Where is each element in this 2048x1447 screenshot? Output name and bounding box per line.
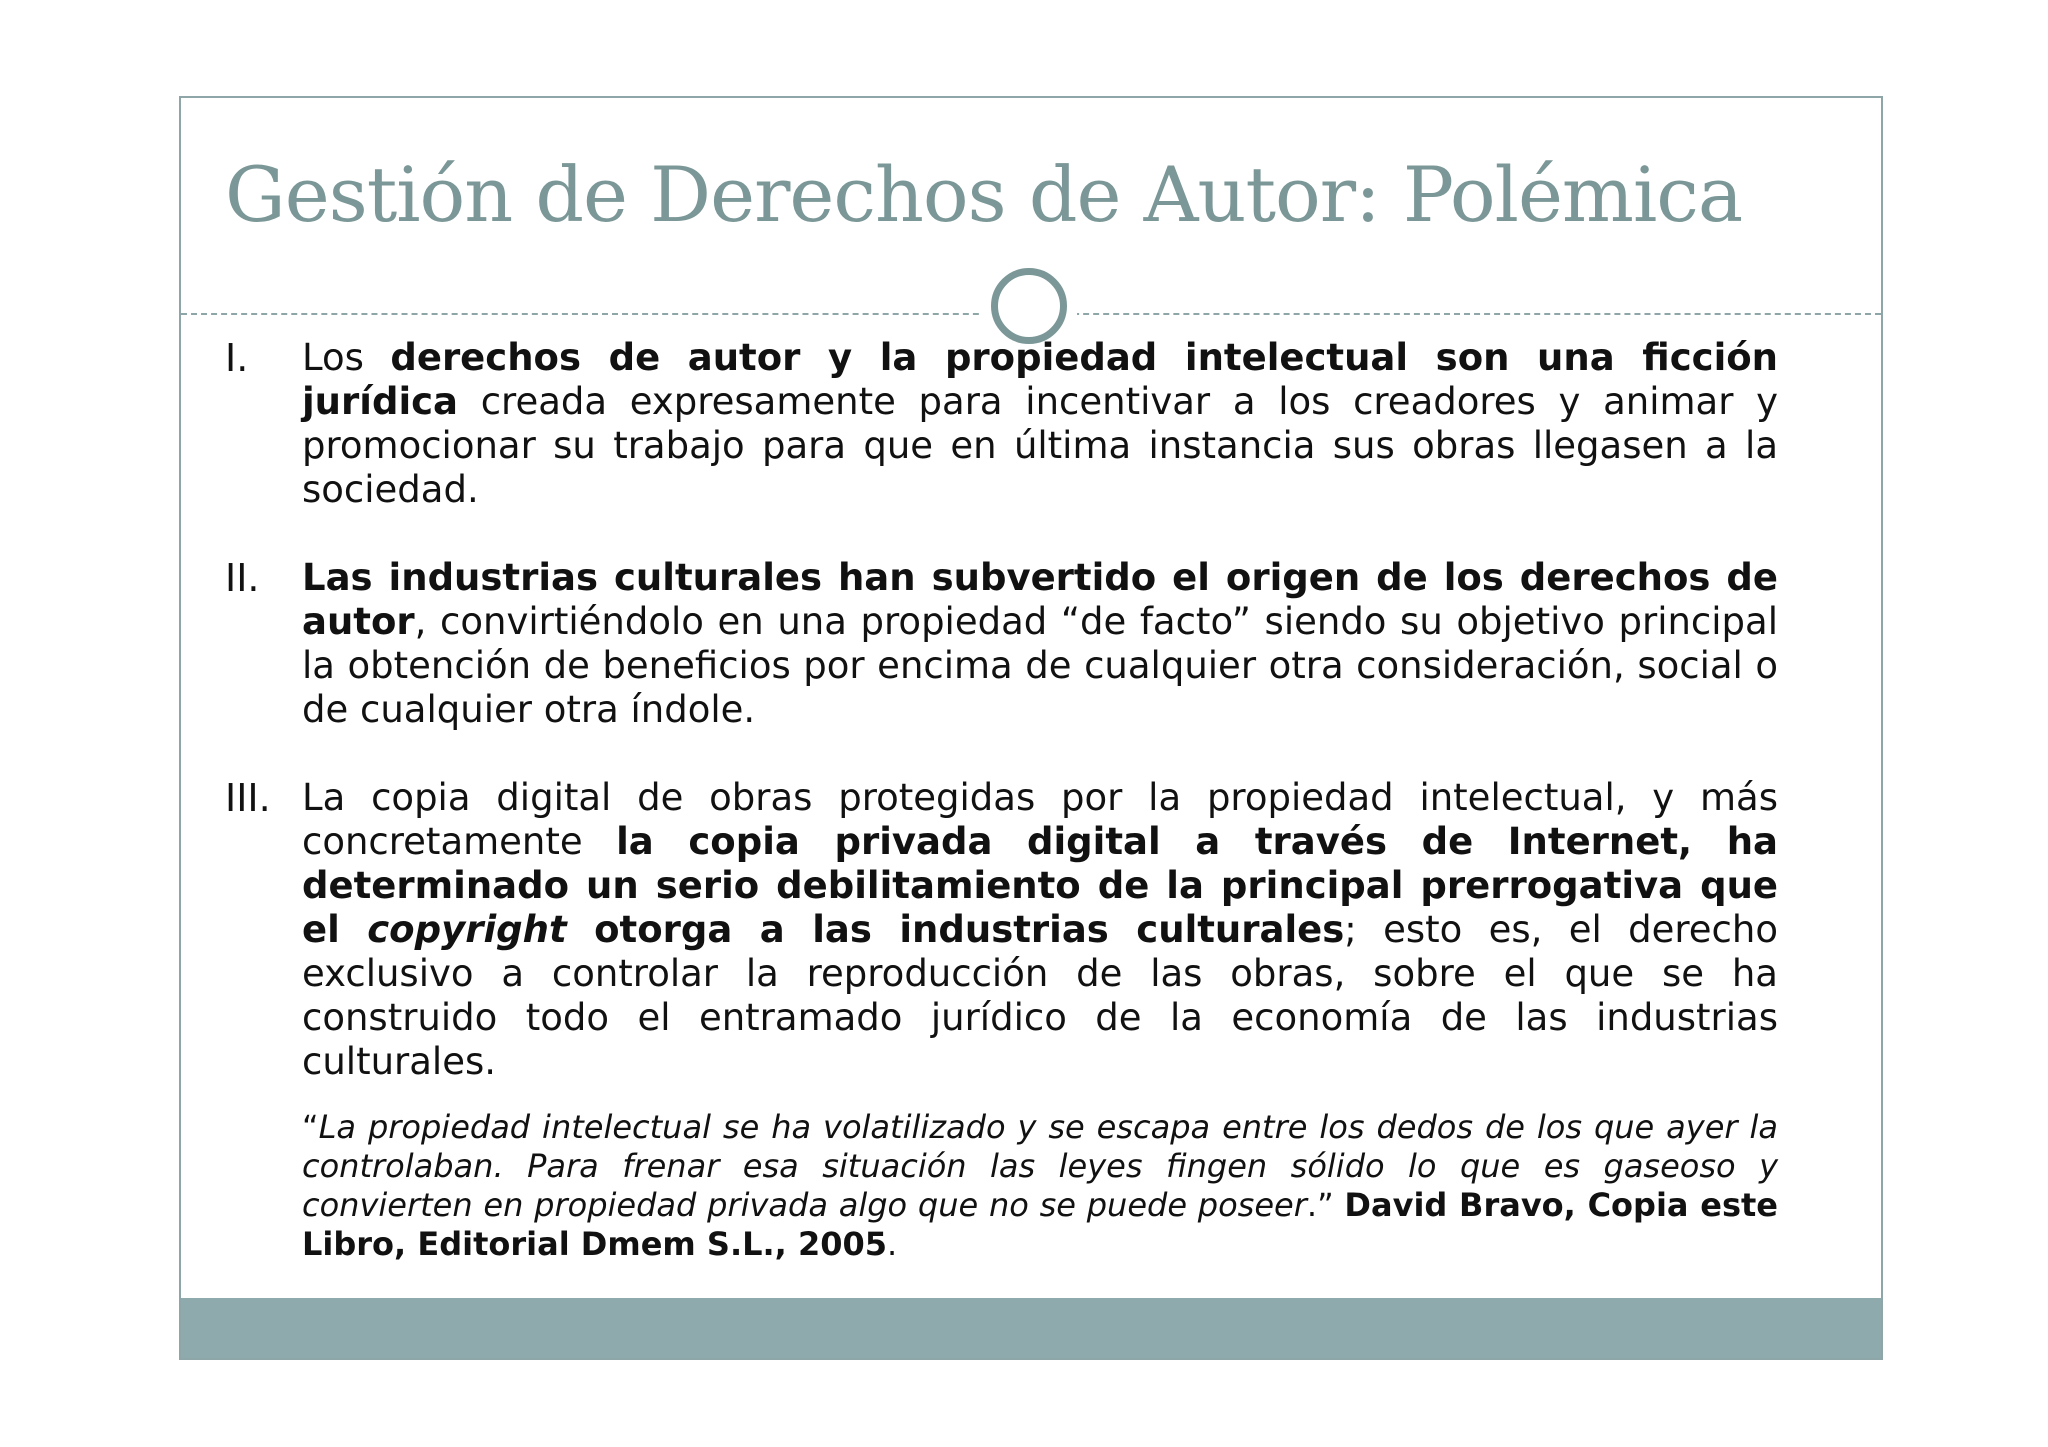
item-text (302, 776, 1778, 1084)
quote-source: David Bravo, Copia este Libro, Editorial Dmem S.L., 2005 (302, 1186, 1779, 1263)
item-text (302, 556, 1778, 732)
text-segment: Los (302, 336, 391, 379)
list-item (225, 556, 1778, 732)
slide (179, 96, 1883, 1360)
bold-segment: Las industrias culturales han subvertido el origen de los derechos de autor (302, 556, 1778, 643)
item-numeral: I. (225, 336, 249, 380)
list-item (225, 336, 1778, 512)
text-segment: ; esto es, el derecho exclusivo a controlar la reproducción de las obras, sobre el que se ha construido todo el entramado jurídico de la economía de las industrias culturales. (302, 908, 1778, 1083)
circle-ornament-icon (991, 268, 1067, 344)
bold-segment: otorga a las industrias culturales (566, 908, 1345, 951)
point-list (225, 336, 1778, 1264)
text-segment: La copia digital de obras protegidas por la propiedad intelectual, y más concretamente (302, 776, 1778, 863)
item-text (302, 336, 1778, 512)
item-numeral: III. (225, 776, 271, 820)
footer-band (181, 1298, 1881, 1358)
quote (302, 1108, 1778, 1264)
quote-end: . (887, 1225, 898, 1263)
bold-segment: la copia privada digital a través de Internet, ha determinado un serio debilitamiento de la principal prerrogativa que el (302, 820, 1778, 951)
list-item (225, 776, 1778, 1084)
bold-italic-segment: copyright (367, 908, 567, 951)
quote-text: La propiedad intelectual se ha volatilizado y se escapa entre los dedos de los que ayer la controlaban. Para frenar esa situación las leyes fingen sólido lo que es gaseoso y convierten en propiedad privada algo que no se puede poseer (302, 1108, 1778, 1224)
quote-close: .” (1306, 1186, 1345, 1224)
bold-segment: derechos de autor y la propiedad intelectual son una ficción jurídica (302, 336, 1779, 423)
item-numeral: II. (225, 556, 260, 600)
slide-title: Gestión de Derechos de Autor: Polémica (225, 150, 1743, 239)
text-segment: , convirtiéndolo en una propiedad “de facto” siendo su objetivo principal la obtención de beneficios por encima de cualquier otra consideración, social o de cualquier otra índole. (302, 600, 1778, 731)
quote-open: “ (302, 1108, 319, 1146)
text-segment: creada expresamente para incentivar a los creadores y animar y promocionar su trabajo para que en última instancia sus obras llegasen a la sociedad. (302, 380, 1778, 511)
